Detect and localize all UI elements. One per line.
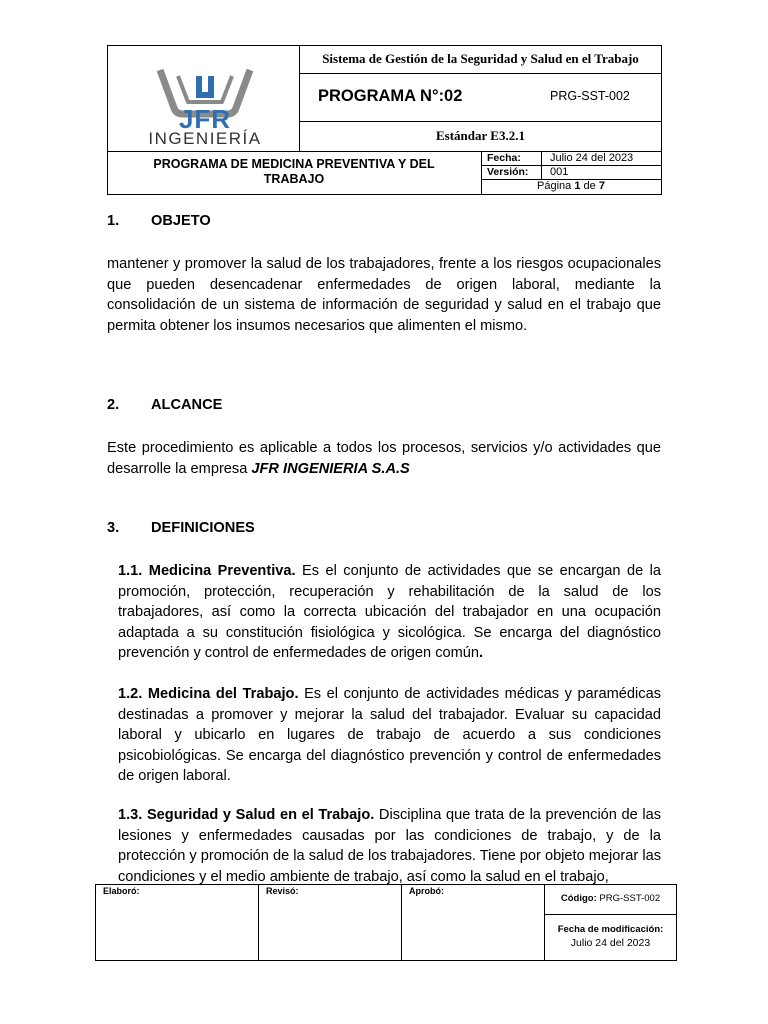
footer-elaboro: Elaboró: [103, 886, 140, 896]
footer-aprobo: Aprobó: [409, 886, 444, 896]
definition-item [118, 561, 661, 664]
logo-text-ingenieria: INGENIERÍA [148, 129, 262, 148]
section-title: OBJETO [151, 213, 211, 229]
company-logo [130, 62, 280, 148]
logo-text-jfr: JFR [178, 104, 232, 134]
document-title: PROGRAMA DE MEDICINA PREVENTIVA Y DEL TRABAJO [153, 157, 435, 186]
company-name: JFR INGENIERIA S.A.S [251, 460, 410, 477]
standard-label: Estándar E3.2.1 [436, 128, 525, 143]
footer-code-value: PRG-SST-002 [599, 893, 661, 904]
footer-mod-value: Julio 24 del 2023 [570, 937, 651, 949]
definition-item [118, 684, 661, 787]
page-prefix: Página [537, 180, 572, 192]
definition-item [118, 805, 661, 885]
section-number: 3. [107, 520, 120, 536]
page-of: de [583, 180, 596, 192]
footer-code-label: Código: [560, 893, 597, 904]
version-value: 001 [550, 166, 569, 178]
section-body [107, 438, 661, 479]
section-number: 2. [107, 397, 120, 413]
page-total: 7 [598, 180, 605, 192]
section-title: ALCANCE [151, 397, 223, 413]
version-label: Versión: [487, 166, 529, 178]
footer-reviso: Revisó: [266, 886, 299, 896]
definition-text: Es el conjunto de actividades médicas y paramédicas destinadas a promover y mejorar la salud del trabajador. Evaluar su capacidad laboral y ubicarlo en lugares de trabajo de acuerdo a sus condiciones psicobiológicas. Se encarga del diagnóstico prevención y control de enfermedades de origen laboral. [118, 686, 661, 784]
definition-tail: . [479, 645, 484, 661]
footer-code [545, 893, 676, 904]
system-title: Sistema de Gestión de la Seguridad y Salud en el Trabajo [322, 51, 639, 66]
section-number: 1. [107, 213, 120, 229]
date-label: Fecha: [487, 152, 521, 164]
footer-mod-label: Fecha de modificación: [557, 924, 664, 935]
definition-text: Disciplina que trata de la prevención de las lesiones y enfermedades causadas por las condiciones de trabajo, y de la protección y promoción de la salud de los trabajadores. Tiene por objeto mejorar las condiciones y el medio ambiente de trabajo, así como la salud en el trabajo, [118, 807, 661, 885]
page-current: 1 [574, 180, 581, 192]
section-title: DEFINICIONES [151, 520, 255, 536]
definition-term: 1.1. Medicina Preventiva. [118, 563, 296, 579]
page-indicator [537, 180, 605, 192]
section-body: mantener y promover la salud de los trabajadores, frente a los riesgos ocupacionales que pueden desencadenar enfermedades de origen laboral, mediante la consolidación de un sistema de información de seguridad y salud en el trabajo que permita obtener los insumos necesarios que alimenten el mismo. [107, 256, 661, 334]
definition-text: Es el conjunto de actividades que se encargan de la promoción, protección, recuperación y rehabilitación de la salud de los trabajadores, así como la correcta ubicación del trabajador en una ocupación adaptada a su constitución fisiológica y sicológica. Se encarga del diagnóstico prevención y control de enfermedades de origen común [118, 563, 661, 661]
definition-term: 1.3. Seguridad y Salud en el Trabajo. [118, 807, 375, 823]
date-value: Julio 24 del 2023 [550, 152, 634, 164]
alcance-text: Este procedimiento es aplicable a todos los procesos, servicios y/o actividades que desarrolle la empresa [107, 440, 661, 477]
definition-term: 1.2. Medicina del Trabajo. [118, 686, 299, 702]
program-title: PROGRAMA N°:02 [318, 87, 463, 105]
program-code: PRG-SST-002 [550, 89, 630, 103]
